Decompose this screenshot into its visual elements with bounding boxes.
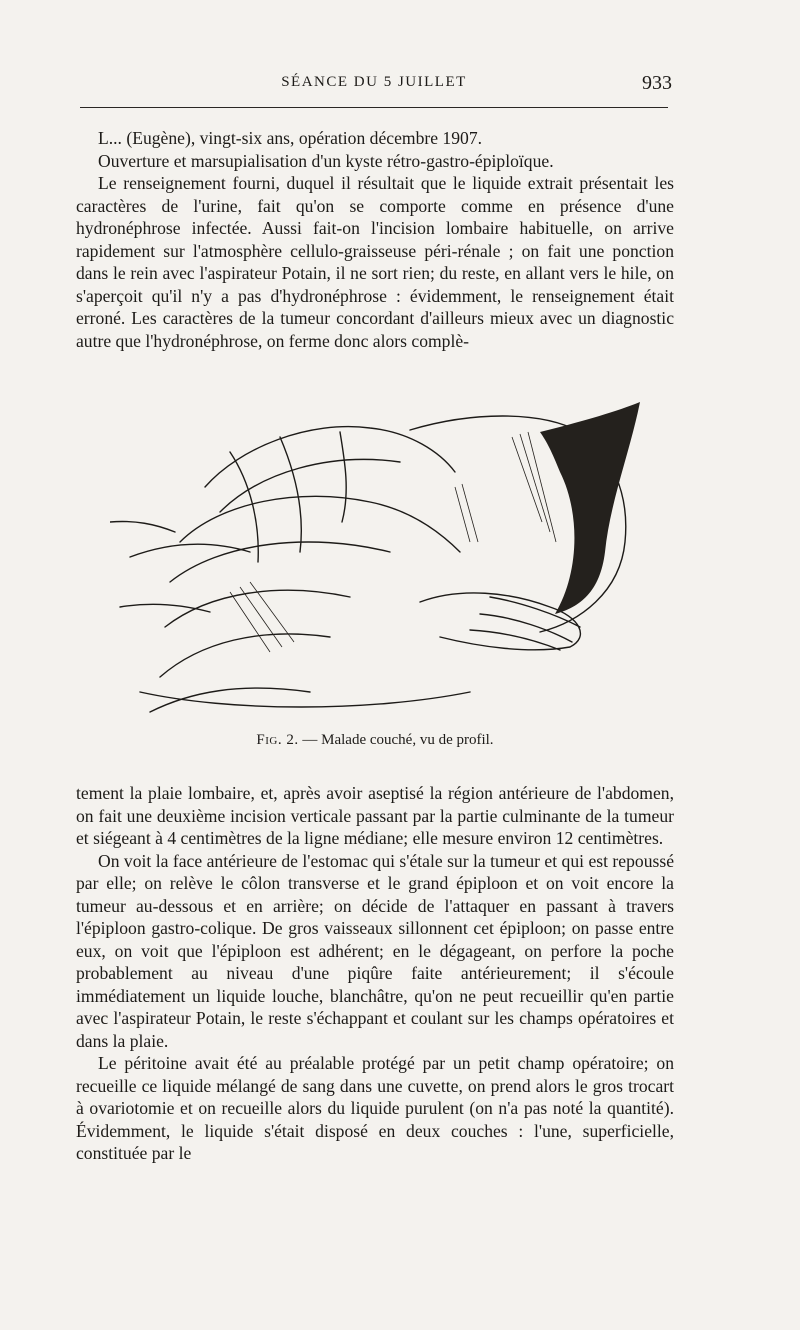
cloth-fold bbox=[280, 437, 301, 552]
sheet-line bbox=[130, 544, 250, 557]
paragraph: On voit la face antérieure de l'estomac qui s'étale sur la tumeur et qui est repoussé par elle; on relève le côlon transverse et le grand épiploon et on voit encore la tumeur au-dessous et en arrière; on décide de l'attaquer en passant à travers l'épiploon gastro-colique. De gros vaisseaux sillonnent cet épiploon; on passe entre eux, on voit que l'épiploon est adhérent; en le dégageant, on perfore la poche probablement au niveau d'une piqûre faite antérieurement; il s'écoule immédiatement un liquide louche, blanchâtre, qu'on ne peut recueillir qu'en partie avec l'aspirateur Potain, le reste s'échappant et coulant sur les champs opératoires et dans la plaie. bbox=[76, 850, 674, 1051]
cloth-fold bbox=[180, 496, 460, 552]
figure-caption bbox=[76, 732, 674, 749]
figure-illustration bbox=[110, 392, 655, 722]
bottom-text-block bbox=[76, 782, 674, 1165]
finger bbox=[480, 614, 572, 642]
patient-profile-drawing bbox=[110, 392, 655, 722]
page-number: 933 bbox=[642, 72, 672, 94]
running-title: SÉANCE DU 5 JUILLET bbox=[281, 74, 467, 90]
figure-caption-text: — Malade couché, vu de profil. bbox=[302, 732, 494, 748]
paragraph: L... (Eugène), vingt-six ans, opération décembre 1907. bbox=[98, 128, 483, 148]
paragraph: Ouverture et marsupialisation d'un kyste rétro-gastro-épiploïque. bbox=[98, 150, 554, 171]
header-rule bbox=[80, 107, 668, 108]
paragraph: tement la plaie lombaire, et, après avoir aseptisé la région antérieure de l'abdomen, on fait une deuxième incision verticale passant par la partie culminante de la tumeur et siégeant à 4 centimètres de la ligne médiane; elle mesure environ 12 centimètres. bbox=[76, 783, 674, 848]
page-header bbox=[76, 72, 672, 100]
paragraph: Le péritoine avait été au préalable protégé par un petit champ opératoire; on recueille ce liquide mélangé de sang dans une cuvette, on prend alors le gros trocart à ovariotomie et on recueille alors du liquide purulent (on n'a pas noté la quantité). Évidemment, le liquide s'était disposé en deux couches : l'une, superficielle, constituée par le bbox=[76, 1053, 674, 1163]
cloth-fold bbox=[170, 542, 390, 582]
sheet-line bbox=[140, 692, 470, 707]
sheet-line bbox=[110, 521, 175, 532]
cloth-fold bbox=[340, 432, 346, 522]
cloth-fold bbox=[150, 688, 310, 712]
sheet-line bbox=[120, 604, 210, 612]
cloth-fold bbox=[160, 634, 330, 677]
finger bbox=[470, 630, 560, 650]
cloth-fold bbox=[230, 452, 258, 562]
cloth-outline bbox=[205, 427, 455, 487]
hand-outline bbox=[420, 593, 580, 650]
paragraph: Le renseignement fourni, duquel il résultait que le liquide extrait présentait les caractères de l'urine, fait qu'on se comporte comme en présence d'une hydronéphrose infectée. Aussi fait-on l'incision lombaire habituelle, on arrive rapidement sur l'atmosphère cellulo-graisseuse péri-rénale ; on fait une ponction dans le rein avec l'aspirateur Potain, il ne sort rien; du reste, en allant vers le hile, on s'aperçoit qu'il n'y a pas d'hydronéphrose : évidemment, le renseignement était erroné. Les caractères de la tumeur concordant d'ailleurs mieux avec un diagnostic autre que l'hydronéphrose, on ferme donc alors complè- bbox=[76, 173, 674, 351]
top-text-block bbox=[76, 127, 674, 352]
figure-label: Fig. 2. bbox=[256, 732, 299, 748]
